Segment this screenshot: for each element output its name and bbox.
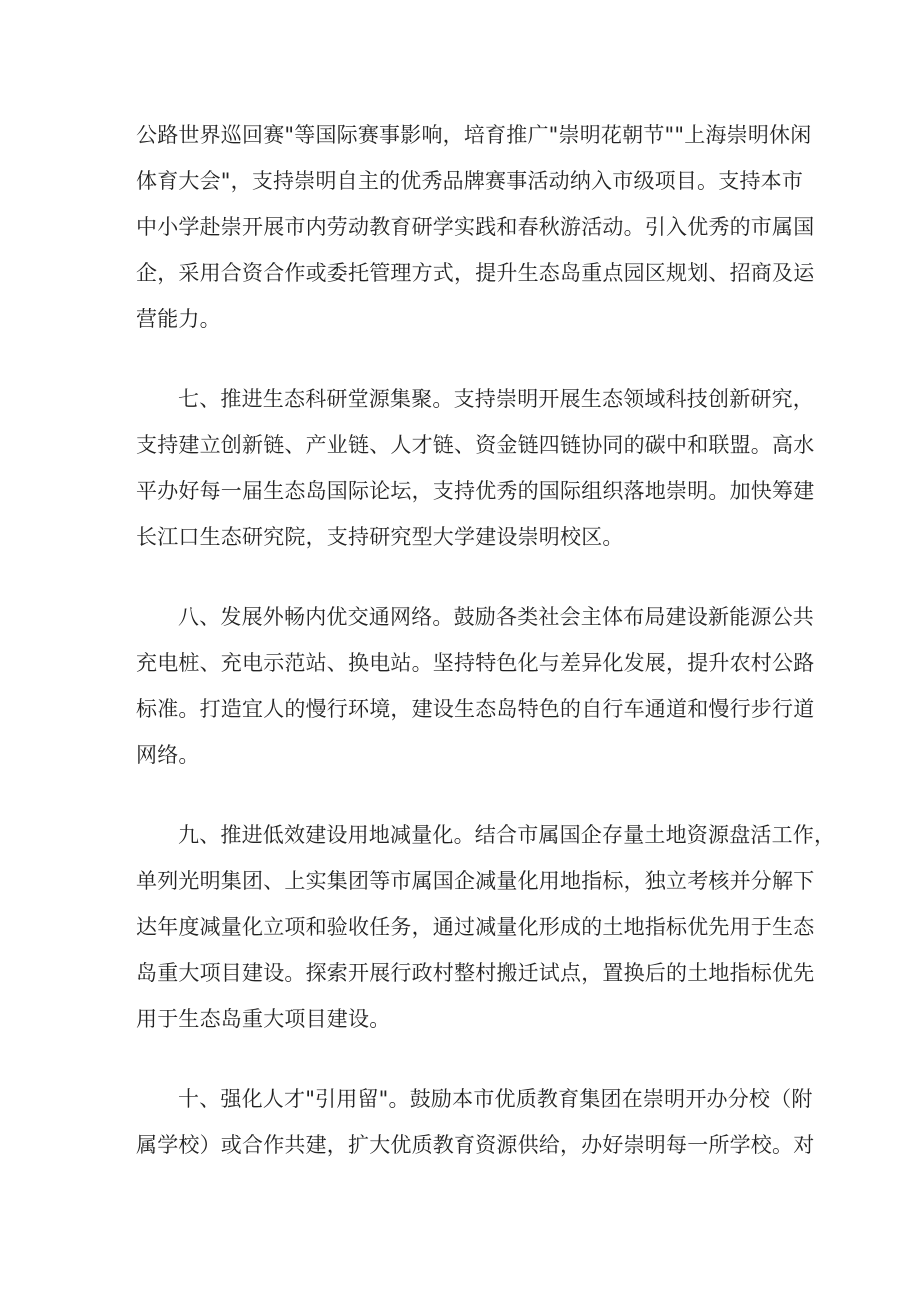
text-line: 九、推进低效建设用地减量化。结合市属国企存量土地资源盘活工作， xyxy=(178,823,836,847)
text-line: 体育大会"，支持崇明自主的优秀品牌赛事活动纳入市级项目。支持本市 xyxy=(136,169,804,193)
text-line: 网络。 xyxy=(136,743,200,767)
paragraph-item-7 xyxy=(136,376,815,560)
paragraph-item-10 xyxy=(136,1076,815,1168)
text-line: 平办好每一届生态岛国际论坛，支持优秀的国际组织落地崇明。加快筹建 xyxy=(136,479,815,503)
text-line: 营能力。 xyxy=(136,307,221,331)
text-line: 长江口生态研究院，支持研究型大学建设崇明校区。 xyxy=(136,525,624,549)
text-line: 标准。打造宜人的慢行环境，建设生态岛特色的自行车通道和慢行步行道 xyxy=(136,697,815,721)
text-line: 用于生态岛重大项目建设。 xyxy=(136,1007,391,1031)
text-line: 中小学赴崇开展市内劳动教育研学实践和春秋游活动。引入优秀的市属国 xyxy=(136,215,815,239)
text-line: 七、推进生态科研堂源集聚。支持崇明开展生态领域科技创新研究， xyxy=(178,387,814,411)
text-line: 公路世界巡回赛"等国际赛事影响，培育推广"崇明花朝节""上海崇明休闲 xyxy=(136,123,812,147)
text-line: 属学校）或合作共建，扩大优质教育资源供给，办好崇明每一所学校。对 xyxy=(136,1133,815,1157)
document-body xyxy=(136,112,836,1168)
text-line: 支持建立创新链、产业链、人才链、资金链四链协同的碳中和联盟。高水 xyxy=(136,433,815,457)
text-line: 八、发展外畅内优交通网络。鼓励各类社会主体布局建设新能源公共 xyxy=(178,605,814,629)
text-line: 单列光明集团、上实集团等市属国企减量化用地指标，独立考核并分解下 xyxy=(136,869,815,893)
paragraph-item-9 xyxy=(136,812,836,1042)
text-line: 十、强化人才"引用留"。鼓励本市优质教育集团在崇明开办分校（附 xyxy=(178,1087,813,1111)
text-line: 充电桩、充电示范站、换电站。坚持特色化与差异化发展，提升农村公路 xyxy=(136,651,815,675)
text-line: 企，采用合资合作或委托管理方式，提升生态岛重点园区规划、招商及运 xyxy=(136,261,815,285)
paragraph-brand-events xyxy=(136,112,815,342)
paragraph-item-8 xyxy=(136,594,815,778)
text-line: 岛重大项目建设。探索开展行政村整村搬迁试点，置换后的土地指标优先 xyxy=(136,961,815,985)
text-line: 达年度减量化立项和验收任务，通过减量化形成的土地指标优先用于生态 xyxy=(136,915,815,939)
